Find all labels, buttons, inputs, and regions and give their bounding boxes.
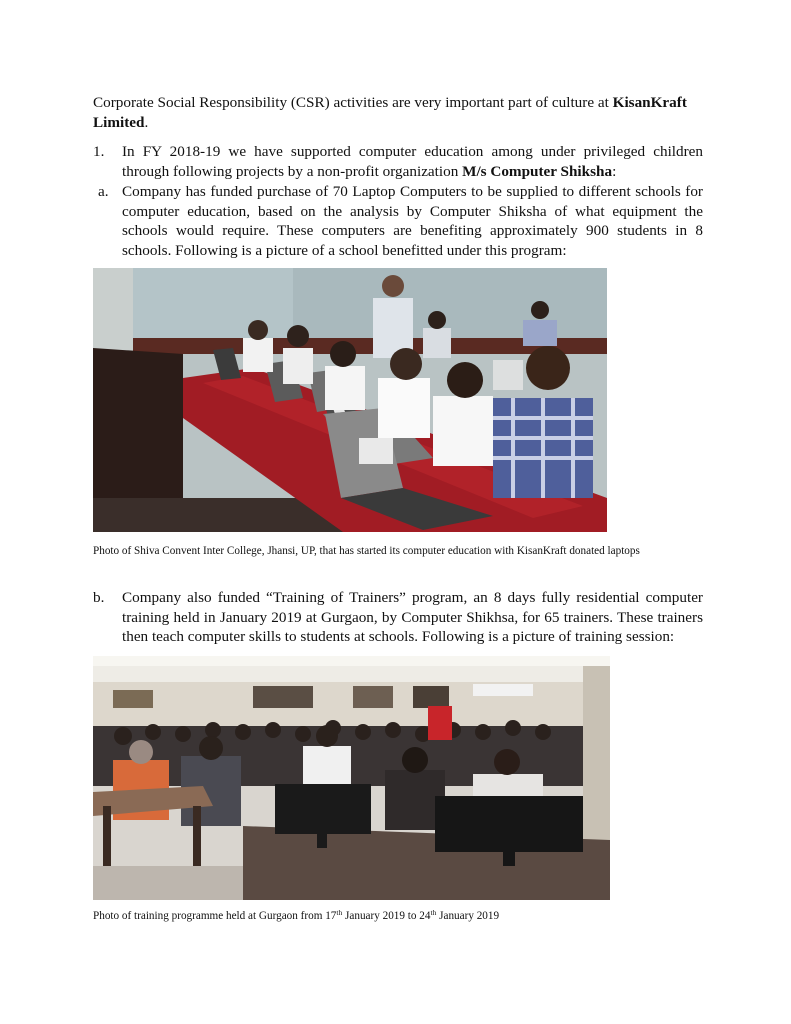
sub-item-marker: a. [98,183,109,200]
photo1-caption: Photo of Shiva Convent Inter College, Jhansi, UP, that has started its computer education with KisanKraft donated laptops [93,545,640,557]
training-session-photo [93,656,610,900]
sub-item-b-text: Company also funded “Training of Trainers” program, an 8 days fully residential computer training held in January 2019 at Gurgaon, by Computer Shikhsa, for 65 trainers. These trainers then teach computer skills to students at schools. Following is a picture of training session: [122,589,703,645]
org-name: M/s Computer Shiksha [462,162,613,180]
sub-item-marker: b. [93,589,105,606]
company-name: KisanKraft Limited [93,94,687,131]
list-item-1-text [122,142,703,181]
school-laptop-photo [93,268,607,532]
caption-text: January 2019 to 24 [342,910,431,922]
caption-text: January 2019 [436,910,500,922]
caption-text: Photo of training programme held at Gurgaon from 17 [93,910,337,922]
photo2-caption [93,907,705,925]
intro-end: . [144,113,149,131]
intro-text: Corporate Social Responsibility (CSR) activities are very important part of culture at [93,94,613,111]
intro-paragraph [93,93,703,132]
item1-end: : [612,162,617,180]
list-number: 1. [93,143,105,160]
ordinal-suffix: th [336,908,343,917]
item1-text: In FY 2018-19 we have supported computer education among under privileged children through following projects by a non-profit organization [122,143,703,180]
ordinal-suffix: th [430,908,437,917]
sub-item-a-text: Company has funded purchase of 70 Laptop Computers to be supplied to different schools for computer education, based on the analysis by Computer Shiksha of what equipment the schools would require. These computers are benefiting approximately 900 students in 8 schools. Following is a picture of a school benefitted under this program: [122,183,703,259]
